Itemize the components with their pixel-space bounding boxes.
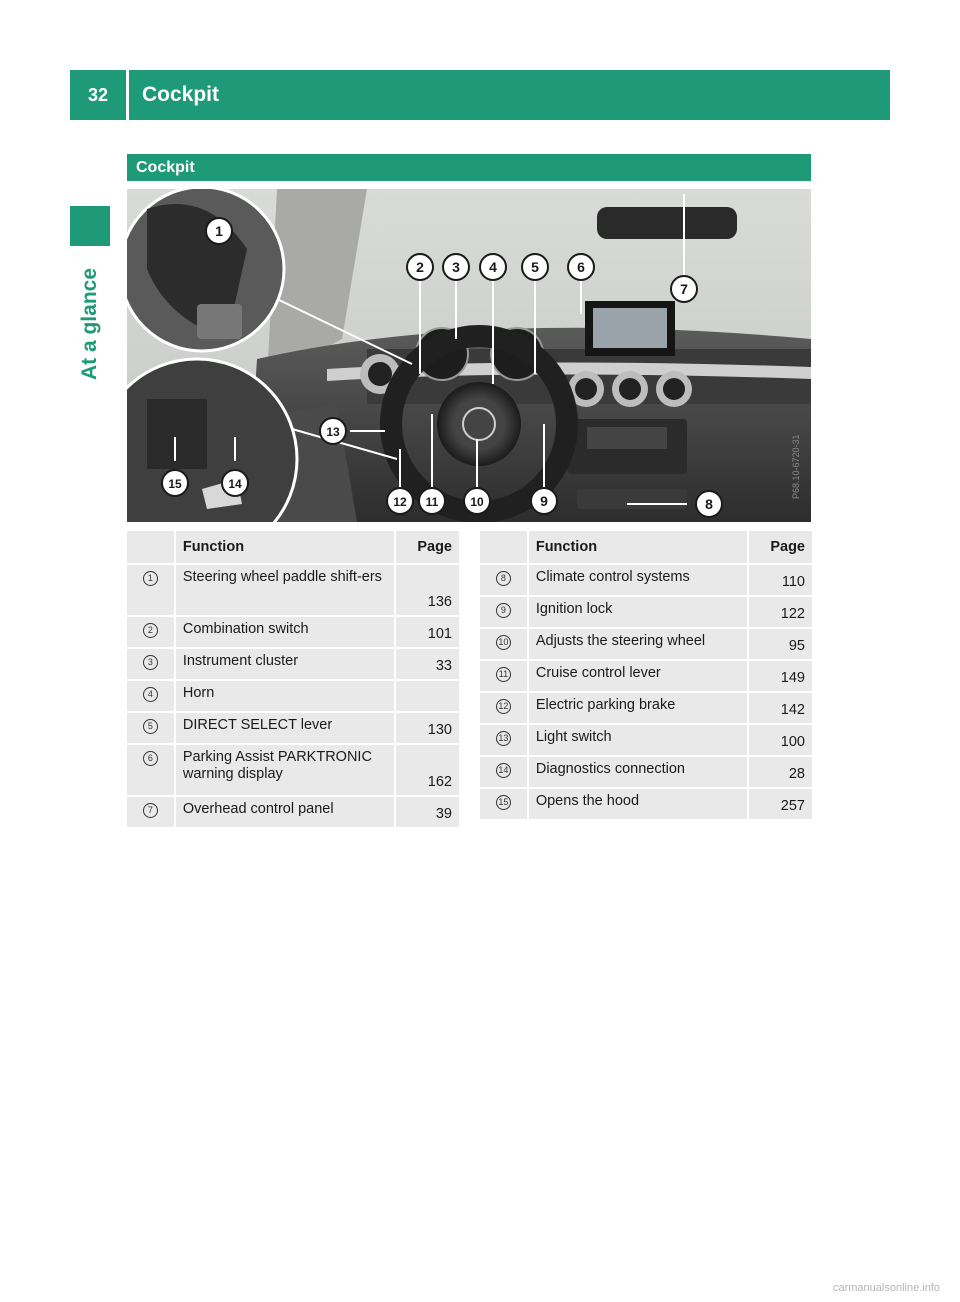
function-table-right (478, 529, 814, 821)
header-blank (480, 531, 527, 563)
svg-text:8: 8 (705, 496, 713, 512)
svg-text:12: 12 (393, 495, 407, 509)
function-cell: DIRECT SELECT lever (176, 713, 394, 743)
function-cell: Adjusts the steering wheel (529, 629, 747, 659)
page-cell: 122 (749, 597, 812, 627)
table-header (127, 531, 459, 563)
side-tab-label: At a glance (78, 267, 101, 381)
function-cell: Horn (176, 681, 394, 711)
svg-text:6: 6 (577, 259, 585, 275)
callout-8 (696, 491, 722, 517)
item-number: 1 (143, 571, 158, 586)
item-number: 11 (496, 667, 511, 682)
page-cell: 95 (749, 629, 812, 659)
page-cell: 162 (396, 745, 459, 795)
page-cell: 136 (396, 565, 459, 615)
function-cell: Overhead control panel (176, 797, 394, 827)
header-page: Page (396, 531, 459, 563)
svg-text:5: 5 (531, 259, 539, 275)
function-cell: Steering wheel paddle shift-ers (176, 565, 394, 615)
callout-7 (671, 276, 697, 302)
function-cell: Ignition lock (529, 597, 747, 627)
page-cell: 130 (396, 713, 459, 743)
item-number: 4 (143, 687, 158, 702)
watermark: carmanualsonline.info (832, 1282, 940, 1294)
page-header (70, 70, 890, 120)
function-cell: Light switch (529, 725, 747, 755)
function-cell: Opens the hood (529, 789, 747, 819)
table-row (480, 629, 812, 659)
item-number: 7 (143, 803, 158, 818)
page-cell: 142 (749, 693, 812, 723)
table-row (480, 789, 812, 819)
item-number: 3 (143, 655, 158, 670)
item-number: 14 (496, 763, 511, 778)
item-number: 15 (496, 795, 511, 810)
side-tab-marker (70, 206, 110, 246)
item-number: 13 (496, 731, 511, 746)
item-number: 5 (143, 719, 158, 734)
callout-6 (568, 254, 594, 280)
function-cell: Climate control systems (529, 565, 747, 595)
chapter-title: Cockpit (142, 83, 220, 106)
callout-13 (320, 418, 346, 444)
table-row (127, 681, 459, 711)
callout-14 (222, 470, 248, 496)
item-number: 8 (496, 571, 511, 586)
svg-text:13: 13 (326, 425, 340, 439)
page-cell: 101 (396, 617, 459, 647)
callout-4 (480, 254, 506, 280)
page-cell: 149 (749, 661, 812, 691)
svg-text:1: 1 (215, 223, 223, 239)
callout-1 (206, 218, 232, 244)
function-cell: Diagnostics connection (529, 757, 747, 787)
table-row (480, 597, 812, 627)
table-row (127, 745, 459, 795)
function-cell: Combination switch (176, 617, 394, 647)
function-cell: Instrument cluster (176, 649, 394, 679)
page-number: 32 (87, 85, 109, 105)
item-number: 2 (143, 623, 158, 638)
callout-10 (464, 488, 490, 514)
svg-text:7: 7 (680, 281, 688, 297)
callout-12 (387, 488, 413, 514)
svg-text:4: 4 (489, 259, 497, 275)
table-row (480, 565, 812, 595)
item-number: 10 (496, 635, 511, 650)
function-table-left (125, 529, 461, 829)
svg-text:14: 14 (228, 477, 242, 491)
page-cell (396, 681, 459, 711)
item-number: 6 (143, 751, 158, 766)
callout-9 (531, 488, 557, 514)
cockpit-photo (127, 189, 811, 522)
item-number: 12 (496, 699, 511, 714)
table-row (480, 725, 812, 755)
callout-3 (443, 254, 469, 280)
page-cell: 100 (749, 725, 812, 755)
page-cell: 33 (396, 649, 459, 679)
table-row (480, 757, 812, 787)
table-row (127, 713, 459, 743)
callout-5 (522, 254, 548, 280)
callout-15 (162, 470, 188, 496)
header-function: Function (176, 531, 394, 563)
table-row (480, 693, 812, 723)
item-number: 9 (496, 603, 511, 618)
table-row (127, 565, 459, 615)
svg-text:11: 11 (425, 495, 439, 509)
function-cell: Cruise control lever (529, 661, 747, 691)
callout-11 (419, 488, 445, 514)
function-cell: Electric parking brake (529, 693, 747, 723)
table-row (127, 649, 459, 679)
section-title: Cockpit (127, 154, 811, 181)
table-row (127, 617, 459, 647)
callout-2 (407, 254, 433, 280)
table-header (480, 531, 812, 563)
table-row (127, 797, 459, 827)
svg-text:9: 9 (540, 493, 548, 509)
header-page: Page (749, 531, 812, 563)
header-function: Function (529, 531, 747, 563)
function-cell: Parking Assist PARKTRONIC warning display (176, 745, 394, 795)
svg-text:3: 3 (452, 259, 460, 275)
page-cell: 110 (749, 565, 812, 595)
table-row (480, 661, 812, 691)
page-cell: 257 (749, 789, 812, 819)
figure-code: P68.10-6720-31 (791, 434, 801, 499)
svg-text:2: 2 (416, 259, 424, 275)
header-divider (126, 70, 129, 120)
svg-text:15: 15 (168, 477, 182, 491)
page-cell: 28 (749, 757, 812, 787)
side-tab (70, 258, 110, 390)
page-cell: 39 (396, 797, 459, 827)
svg-text:10: 10 (470, 495, 484, 509)
header-blank (127, 531, 174, 563)
cockpit-illustration (127, 189, 811, 522)
